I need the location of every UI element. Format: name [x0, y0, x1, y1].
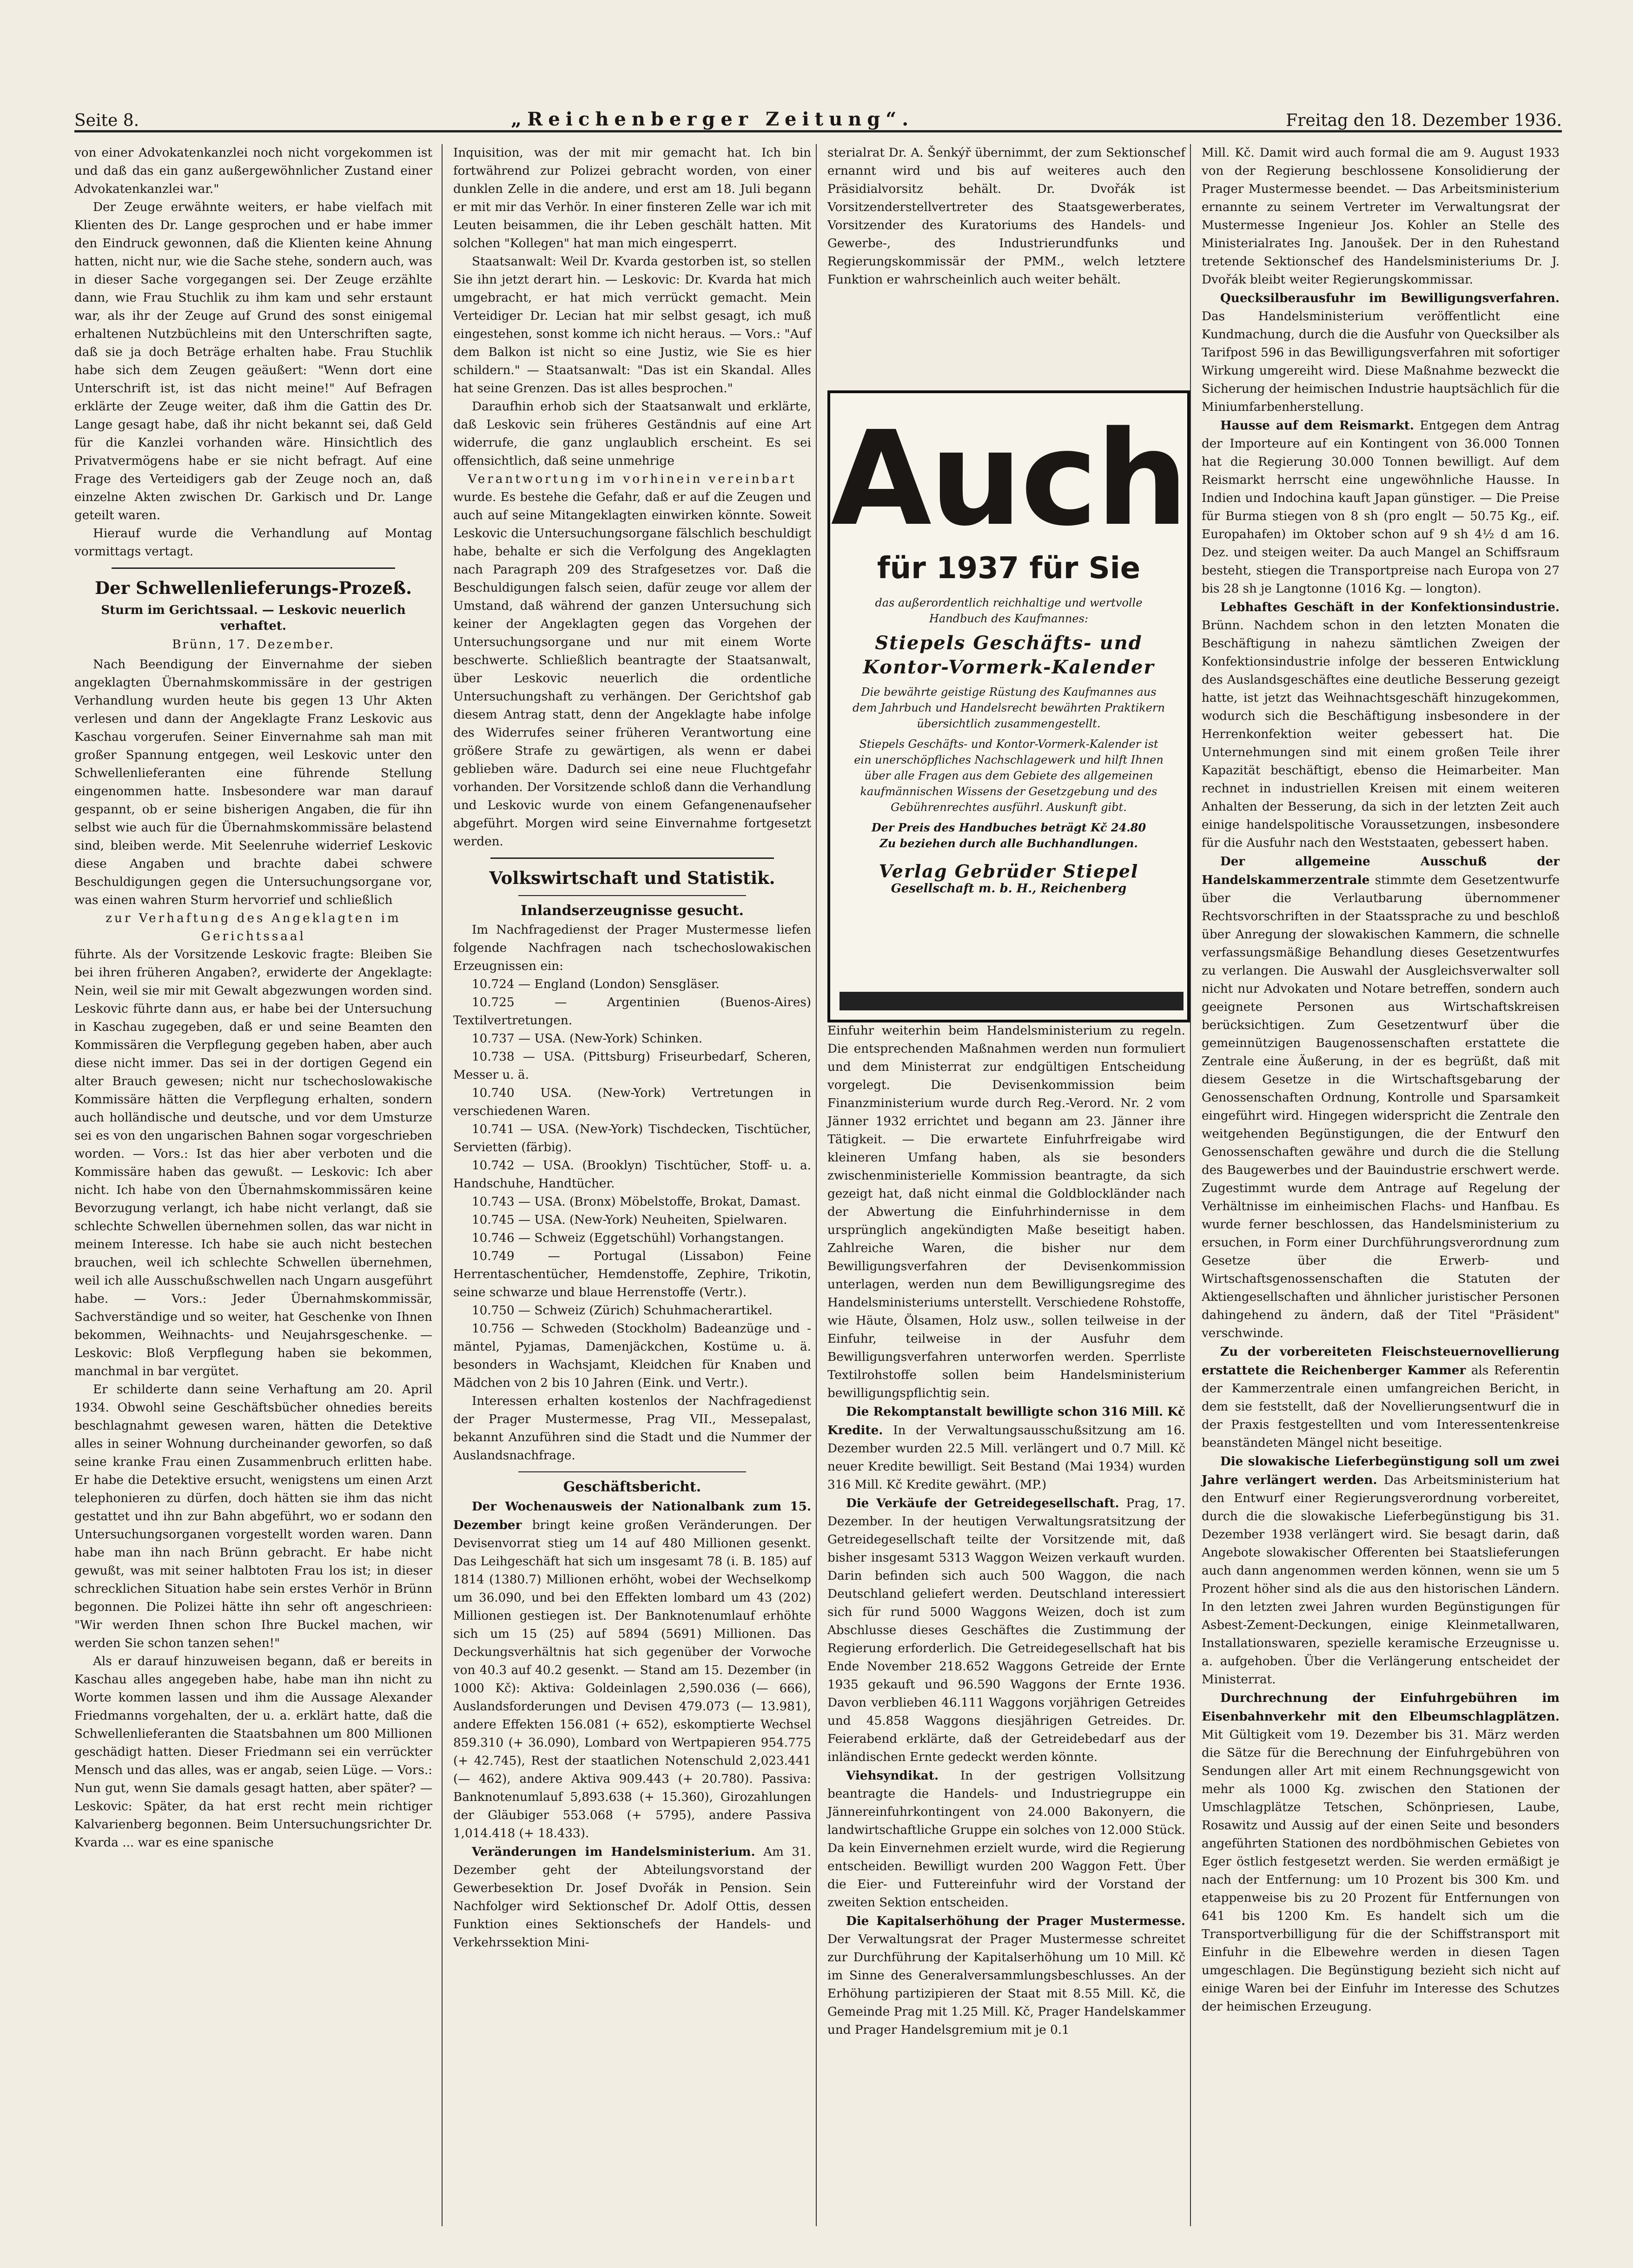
list-item: 10.746 — Schweiz (Eggetschühl) Vorhangstangen.	[472, 1231, 784, 1245]
article-lead: Durchrechnung der Einfuhrgebühren im Eisenbahnverkehr mit den Elbeumschlagplätzen.	[1202, 1691, 1560, 1724]
paragraph: Im Nachfragedienst der Prager Mustermesse liefen folgende Nachfragen nach tschechoslowakischen Erzeugnissen ein:	[453, 923, 811, 973]
list-item: 10.725 — Argentinien (Buenos-Aires) Textilvertretungen.	[453, 996, 811, 1028]
paragraph: Er schilderte dann seine Verhaftung am 20. April 1934. Obwohl seine Geschäftsbücher ohnedies bereits beschlagnahmt gewesen waren, hätten die Detektive alles in seiner Wohnung durcheinander geworfen, so daß seine kranke Frau einen Zusammenbruch erlitten habe. Er habe die Detektive ersucht, wenigstens um einen Arzt telephonieren zu dürfen, doch hätten sie ihm das nicht gestattet und ihn zur Bahn abgeführt, wo er sodann den Untersuchungsorganen vorgestellt worden waren. Dann habe man ihn nach Brünn gebracht. Er habe nicht gewußt, was mit seiner halbtoten Frau los ist; in dieser schrecklichen Situation habe sein erstes Verhör in Brünn begonnen. Die Polizei hätte ihn sehr oft angeschrieen: "Wir werden Ihnen schon Ihre Buckel machen, wir werden Sie schon tanzen sehen!"	[74, 1383, 432, 1650]
list-item: 10.749 — Portugal (Lissabon) Feine Herrentaschentücher, Hemdenstoffe, Zephire, Trikotin, seine schwarze und blaue Herrenstoffe (Vertr.).	[453, 1249, 811, 1299]
ad-product-title: Stiepels Geschäfts- und Kontor-Vormerk-Kalender	[863, 632, 1155, 678]
paragraph: Hierauf wurde die Verhandlung auf Montag vormittags vertagt.	[74, 527, 432, 559]
ad-price: Der Preis des Handbuches beträgt Kč 24.80	[871, 821, 1146, 834]
list-item: 10.738 — USA. (Pittsburg) Friseurbedarf, Scheren, Messer u. ä.	[453, 1050, 811, 1082]
ad-subheadline: für 1937 für Sie	[877, 551, 1141, 586]
paragraph: sterialrat Dr. A. Šenkýř übernimmt, der zum Sektionschef ernannt wird und bis auf weiteres auch den Präsidialvorsitz behält. Dr. Dvořák ist Vorsitzenderstellvertreter des Staatsgewerberates, Vorsitzender des Kuratoriums des Handels- und Gewerbe-, des Industrierundfunks und Regierungskommissär der PMM., welch letztere Funktion er wahrscheinlich auch weiter behält.	[827, 146, 1185, 287]
paragraph: Mill. Kč. Damit wird auch formal die am 9. August 1933 von der Regierung beschlossene Konsolidierung der Prager Mustermesse beendet. — Das Arbeitsministerium ernannte zu seinem Vertreter im Verwaltungsrat der Mustermesse Ingenieur Jos. Kohler an Stelle des Ministerialrates Ing. Janoušek. Der in den Ruhestand tretende Sektionschef des Handelsministeriums Dr. J. Dvořák bleibt weiter Regierungskommissar.	[1202, 146, 1560, 287]
ad-text: Stiepels Geschäfts- und Kontor-Vormerk-Kalender ist ein unerschöpfliches Nachschlagewerk und hilft Ihnen über alle Fragen aus dem Gebiete des allgemeinen kaufmännischen Wissens der Gesetzgebung und des Gebührenrechtes ausführl. Auskunft gibt.	[854, 738, 1164, 814]
paragraph: Als er darauf hinzuweisen begann, daß er bereits in Kaschau alles angegeben habe, habe man ihn nicht zu Worte kommen lassen und ihm die Aussage Alexander Friedmanns vorgehalten, der u. a. erklärt hatte, daß die Schwellenlieferanten die Staatsbahnen um 800 Millionen geschädigt hatten. Dieser Friedmann sei ein verrückter Mensch und das alles, was er angab, seien Lüge. — Vors.: Nun gut, wenn Sie damals gesagt hatten, aber später? — Leskovic: Später, da hat erst recht mein richtiger Kalvarienberg begonnen. Beim Untersuchungsrichter Dr. Kvarda ... war es eine spanische	[74, 1655, 432, 1850]
paragraph	[827, 1767, 1185, 1912]
paragraph: Der Zeuge erwähnte weiters, er habe vielfach mit Klienten des Dr. Lange gesprochen und er habe immer den Eindruck gewonnen, daß die Klienten keine Ahnung hatten, nicht nur, wie die Sache stehe, sondern auch, was in dieser Sache vorgegangen sei. Der Zeuge erzählte dann, wie Frau Stuchlik zu ihm kam und sehr erstaunt war, als ihr der Zeuge auf Grund des sonst einigemal erhaltenen Nutzbüchleins mit den Unterschriften sagte, daß sie ja doch Beträge erhalten habe. Frau Stuchlik habe sich dem Zeugen geäußert: "Wenn dort eine Unterschrift ist, ist das nicht meine!" Auf Befragen erklärte der Zeuge weiter, daß ihm die Gattin des Dr. Lange gesagt habe, daß ihr nicht bekannt sei, daß Geld für die Kanzlei vorhanden wäre. Hinsichtlich des Privatvermögens habe er sie nicht befragt. Auf eine Frage des Verteidigers gab der Zeuge noch an, daß einzelne Akten zwischen Dr. Garkisch und Dr. Lange geteilt waren.	[74, 200, 432, 522]
paragraph	[1202, 852, 1560, 1343]
list-item: 10.741 — USA. (New-York) Tischdecken, Tischtücher, Servietten (färbig).	[453, 1122, 811, 1154]
emphasis-line: Verantwortung im vorhinein vereinbart	[468, 472, 797, 486]
paragraph	[1202, 1452, 1560, 1689]
paragraph	[453, 1843, 811, 1952]
paragraph: Inquisition, was der mit mir gemacht hat. Ich bin fortwährend zur Polizei gebracht worden, von einer dunklen Zelle in die andere, und erst am 18. Juli begann er mit mir das Verhör. In einer finsteren Zelle war ich mit Leuten beisammen, die ihr Leben geschält hatten. Mit solchen "Kollegen" hat man mich eingesperrt.	[453, 146, 811, 251]
paragraph	[1202, 416, 1560, 598]
article-lead: Der allgemeine Ausschuß der Handelskammerzentrale	[1202, 854, 1560, 887]
ad-text: das außerordentlich reichhaltige und wertvolle Handbuch des Kaufmannes:	[875, 596, 1143, 625]
ad-text: Zu beziehen durch alle Buchhandlungen.	[879, 837, 1138, 850]
paragraph: Nach Beendigung der Einvernahme der sieben angeklagten Übernahmskommissäre in der gestrigen Verhandlung wurden heute bis gegen 13 Uhr Akten verlesen und dann der Angeklagte Franz Leskovic aus Kaschau vorgerufen. Seiner Einvernahme sah man mit großer Spannung entgegen, weil Leskovic unter den Schwellenlieferanten eine führende Stellung eingenommen hatte. Insbesondere war man darauf gespannt, ob er seine bisherigen Angaben, die für ihn selbst wie auch für die Übernahmskommissäre belastend sind, bleiben werde. Mit Seelenruhe widerrief Leskovic diese Angaben und brachte dabei schwere Beschuldigungen gegen die Untersuchungsorgane vor, was einen wahren Sturm hervorrief und schließlich	[74, 658, 432, 907]
article-body: als Referentin der Kammerzentrale einen umfangreichen Bericht, in dem sie feststellt, daß der Novellierungsentwurf die in der Praxis festgestellten und vom Interessentenkreise beanständeten Mängel nicht beseitige.	[1202, 1364, 1560, 1450]
dateline: Brünn, 17. Dezember.	[172, 638, 335, 652]
article-subtitle: Sturm im Gerichtssaal. — Leskovic neuerlich verhaftet.	[101, 603, 406, 633]
paragraph: führte. Als der Vorsitzende Leskovic fragte: Bleiben Sie bei ihren früheren Angaben?, erwiderte der Angeklagte: Nein, weil sie mir mit Gewalt abgezwungen worden sind. Leskovic führte dann aus, er habe bei der Untersuchung in Kaschau zugegeben, daß er und seine Beamten den Kommissären die Verpflegung gegeben haben, aber auch diese nicht immer. Das sei in der dortigen Gegend ein alter Brauch gewesen; nicht nur tschechoslowakische Kommissäre hätten die Verpflegung erhalten, sondern auch holländische und deutsche, und vor dem Umsturze sei es von den ungarischen Bahnen sogar vorgeschrieben worden. — Vors.: Ist das hier aber verboten und die Kommissäre haben das gewußt. — Leskovic: Ich aber nicht. Ich habe von den Übernahmskommissären keine Bevorzugung verlangt, ich habe nicht verlangt, daß sie schlechte Schwellen übernehmen sollen, das war nicht in meinem Interesse. Ich habe sie auch nicht bestechen brauchen, weil ich schlechte Schwellen übernehmen, weil ich alle Ausschußschwellen nach Ungarn ausgeführt habe. — Vors.: Jeder Übernahmskommissär, Sachverständige und so weiter, hat Geschenke von Ihnen bekommen, Weihnachts- und Neujahrsgeschenke. — Leskovic: Bloß Verpflegung haben sie bekommen, manchmal in bar vergütet.	[74, 948, 432, 1378]
article-body: In der Verwaltungsausschußsitzung am 16. Dezember wurden 22.5 Mill. verlängert und 0.7 Mill. Kč neuer Kredite bewilligt. Seit Bestand (Mai 1934) wurden 316 Mill. Kč Kredite gewährt. (MP.)	[827, 1424, 1185, 1492]
article-body: Mit Gültigkeit vom 19. Dezember bis 31. März werden die Sätze für die Berechnung der Einfuhrgebühren von Sendungen aller Art mit einem Rechnungsgewicht von mehr als 1000 Kg. zwischen den Stationen der Umschlagplätze Tetschen, Schönpriesen, Laube, Rosawitz und Aussig auf der einen Seite und besonders angeführten Stationen des nordböhmischen Gebietes von Eger östlich festgesetzt werden. Sie werden ermäßigt je nach der Entfernung: um 10 Prozent bis 300 Km. und etappenweise bis zu 20 Prozent für Entfernungen von 641 bis 1200 Km. Es handelt sich um die Transportverbilligung für die der Schiffstransport mit Einfuhr in die Elbewehre werden in diesen Tagen umgeschlagen. Die Begünstigung bezieht sich nicht auf einige Waren bei der Einfuhr im Interesse des Schutzes der heimischen Erzeugung.	[1202, 1728, 1560, 2014]
paragraph	[1202, 1343, 1560, 1452]
article-lead: Die Kapitalserhöhung der Prager Mustermesse.	[846, 1914, 1185, 1928]
list-item: 10.742 — USA. (Brooklyn) Tischtücher, Stoff- u. a. Handschuhe, Handtücher.	[453, 1159, 811, 1191]
article-lead: Zu der vorbereiteten Fleischsteuernovellierung erstattete die Reichenberger Kammer	[1202, 1345, 1560, 1378]
emphasis-line: zur Verhaftung des Angeklagten im Gerichtssaal	[106, 911, 401, 943]
article-title: Inlandserzeugnisse gesucht.	[521, 903, 744, 919]
article-body: Am 31. Dezember geht der Abteilungsvorstand der Gewerbesektion Dr. Josef Dvořák in Pension. Sein Nachfolger wird Sektionschef Dr. Adolf Ottis, dessen Funktion eines Sektionschefs der Handels- und Verkehrssektion Mini-	[453, 1845, 812, 1950]
column-1	[74, 144, 432, 1852]
article-lead: Hausse auf dem Reismarkt.	[1220, 418, 1414, 433]
paragraph: Staatsanwalt: Weil Dr. Kvarda gestorben ist, so stellen Sie ihn jetzt derart hin. — Leskovic: Dr. Kvarda hat mich umgebracht, er hat mich verrückt gemacht. Mein Verteidiger Dr. Lecian hat mir selbst gesagt, ich muß eingestehen, sonst komme ich nicht heraus. — Vors.: "Auf dem Balkon ist nicht so eine Justiz, wie Sie es hier schildern." — Staatsanwalt: "Das ist ein Skandal. Alles hat seine Grenzen. Das ist alles besprochen."	[453, 255, 811, 396]
article-body: Das Arbeitsministerium hat den Entwurf einer Regierungsverordnung vorbereitet, durch die die slowakische Lieferbegünstigung bis 31. Dezember 1938 verlängert wird. Sie besagt darin, daß Angebote slowakischer Offerenten bei Staatslieferungen auch dann angenommen werden können, wenn sie um 5 Prozent höher sind als die aus den historischen Ländern. In den letzten zwei Jahren wurden Begünstigungen für Asbest-Zement-Deckungen, einige Kleinmetallwaren, Installationswaren, spezielle keramische Erzeugnisse u. a. aufgehoben. Über die Verlängerung entscheidet der Ministerrat.	[1202, 1473, 1560, 1687]
section-title: Volkswirtschaft und Statistik.	[489, 868, 775, 888]
advertisement	[827, 390, 1190, 1022]
paragraph	[1202, 598, 1560, 852]
ad-text: Die bewährte geistige Rüstung des Kaufmannes aus dem Jahrbuch und Handelsrecht bewährten Praktikern übersichtlich zusammengestellt.	[853, 686, 1165, 730]
column-rule	[1190, 144, 1191, 2226]
page-header	[74, 93, 1562, 132]
paragraph: Interessen erhalten kostenlos der Nachfragedienst der Prager Mustermesse, Prag VII., Messepalast, bekannt Anzuführen sind die Stadt und die Nummer der Auslandsnachfrage.	[453, 1394, 811, 1463]
divider	[112, 567, 395, 569]
list-item: 10.745 — USA. (New-York) Neuheiten, Spielwaren.	[472, 1213, 787, 1227]
ad-publisher: Verlag Gebrüder Stiepel	[879, 861, 1139, 882]
divider	[490, 857, 774, 859]
article-lead: Die Verkäufe der Getreidegesellschaft.	[846, 1496, 1119, 1510]
article-lead: Viehsyndikat.	[846, 1768, 939, 1783]
paragraph: Daraufhin erhob sich der Staatsanwalt und erklärte, daß Leskovic sein früheres Geständnis auf eine Art widerrufe, die ganz unglaublich erscheint. Es sei offensichtlich, daß seine unmehrige	[453, 400, 811, 468]
paragraph	[453, 1497, 811, 1843]
list-item: 10.724 — England (London) Sensgläser.	[472, 977, 720, 991]
article-title: Der Schwellenlieferungs-Prozeß.	[94, 578, 412, 598]
paragraph	[1202, 289, 1560, 416]
issue-date: Freitag den 18. Dezember 1936.	[1286, 111, 1562, 130]
ad-publisher-detail: Gesellschaft m. b. H., Reichenberg	[891, 882, 1127, 896]
paragraph: von einer Advokatenkanzlei noch nicht vorgekommen ist und daß das ein ganz außergewöhnlicher Zustand einer Advokatenkanzlei war."	[74, 146, 432, 196]
article-lead: Die slowakische Lieferbegünstigung soll um zwei Jahre verlängert werden.	[1202, 1454, 1560, 1487]
article-body: bringt keine großen Veränderungen. Der Devisenvorrat stieg um 14 auf 480 Millionen gesenkt. Das Leihgeschäft hat sich um insgesamt 78 (i. B. 185) auf 1814 (1380.7) Millionen erhöht, wobei der Wechselkomp um 36.090, und bei den Effekten lombard um 43 (202) Millionen gestiegen ist. Der Banknotenumlauf erhöhte sich um 15 (25) auf 5894 (5691) Millionen. Das Deckungsverhältnis hat sich gegenüber der Vorwoche von 40.3 auf 40.2 gesenkt. — Stand am 15. Dezember (in 1000 Kč): Aktiva: Goldeinlagen 2,590.036 (— 666), Auslandsforderungen und Devisen 479.073 (— 13.981), andere Effekten 156.081 (+ 652), eskomptierte Wechsel 859.310 (+ 36.090), Lombard von Wertpapieren 954.775 (+ 42.745), Rest der staatlichen Notenschuld 2,023.441 (— 462), andere Aktiva 909.443 (+ 20.780). Passiva: Banknotenumlauf 5,893.638 (+ 15.360), Girozahlungen der Gläubiger 553.068 (+ 5795), andere Passiva 1,014.418 (+ 18.433).	[453, 1518, 812, 1840]
article-lead: Lebhaftes Geschäft in der Konfektionsindustrie.	[1220, 600, 1560, 614]
article-lead: Die Rekomptanstalt bewilligte schon 316 Mill. Kč Kredite.	[827, 1404, 1185, 1437]
column-4	[1202, 144, 1560, 2016]
article-lead: Veränderungen im Handelsministerium.	[472, 1845, 755, 1859]
article-body: Das Handelsministerium veröffentlicht eine Kundmachung, durch die die Ausfuhr von Quecksilber als Tarifpost 596 in das Bewilligungsverfahren mit sofortiger Wirkung umgereiht wird. Diese Maßnahme bezweckt die Sicherung der heimischen Industrie hauptsächlich für die Miniumfarbenherstellung.	[1202, 310, 1560, 414]
paragraph	[827, 1912, 1185, 2039]
divider	[518, 895, 746, 896]
article-body: In der gestrigen Vollsitzung beantragte die Handels- und Industriegruppe ein Jännereinfuhrkontingent von 24.000 Bakonyern, die landwirtschaftliche Gruppe ein solches von 12.000 Stück. Da kein Einvernehmen erzielt wurde, wird die Regierung entscheiden. Bewilligt wurden 200 Waggon Fett. Über die Eier- und Futtereinfuhr wird der Vorstand der zweiten Sektion entscheiden.	[827, 1769, 1185, 1910]
column-2	[453, 144, 811, 1952]
section-title: Geschäftsbericht.	[563, 1479, 701, 1495]
article-body: Einfuhr weiterhin beim Handelsministerium zu regeln. Die entsprechenden Maßnahmen werden nun formuliert und dem Ministerrat zur endgültigen Entscheidung vorgelegt. Die Devisenkommission beim Finanzministerium wurde durch Reg.-Verord. Nr. 2 vom Jänner 1932 errichtet und begann am 23. Jänner ihre Tätigkeit. — Die erwartete Einfuhrfreigabe wird kleineren Umfang haben, als sie besonders zwischenministerielle Kommission beantragte, da sich gezeigt hat, daß nicht einmal die Goldblockländer nach der Abwertung die Einfuhrhindernisse in dem ursprünglich angekündigten Maße beseitigt haben. Zahlreiche Waren, die bisher nur dem Bewilligungsverfahren der Devisenkommission unterlagen, werden nun dem Bewilligungsregime des Handelsministeriums unterstellt. Verschiedene Rohstoffe, wie Häute, Ölsamen, Holz usw., sollen teilweise in der Einfuhr, teilweise in der Ausfuhr dem Bewilligungsverfahren unterworfen werden. Sperrliste Textilrohstoffe sollen beim Handelsministerium bewilligungspflichtig sein.	[827, 1024, 1185, 1400]
column-rule	[442, 144, 443, 2226]
article-body: Entgegen dem Antrag der Importeure auf ein Kontingent von 36.000 Tonnen hat die Regierung 30.000 Tonnen bewilligt. Auf dem Reismarkt herrscht eine ungewöhnliche Hausse. In Indien und Indochina kauft Japan günstiger. — Die Preise für Burma stiegen von 8 sh (pro englt — 50.75 Kg., eif. Europahafen) im Oktober schon auf 9 sh 4½ d am 16. Dez. und steigen weiter. Da auch Mangel an Schiffsraum besteht, stiegen die Transportpreise nach Europa von 27 bis 28 sh je Langtonne (1016 Kg. — longton).	[1202, 419, 1560, 596]
article-body: Brünn. Nachdem schon in den letzten Monaten die Beschäftigung in nahezu sämtlichen Zweigen der Konfektionsindustrie infolge der besseren Entwicklung des Auslandsgeschäftes eine deutliche Besserung gezeigt hatte, ist jetzt das Weihnachtsgeschäft hinzugekommen, wodurch sich die Beschäftigung insbesondere in der Herrenkonfektion weiter gebessert hat. Die Unternehmungen sind mit einem großen Teile ihrer Kapazität beschäftigt, ebenso die Heimarbeiter. Man rechnet in industriellen Kreisen mit einem weiteren Anhalten der Besserung, da sich in der letzten Zeit auch einige handelspolitische Voraussetzungen, insbesondere für die Ausfuhr nach den Weststaaten, gebessert haben.	[1202, 619, 1560, 850]
list-item: 10.743 — USA. (Bronx) Möbelstoffe, Brokat, Damast.	[472, 1195, 801, 1209]
paragraph	[827, 1403, 1185, 1494]
article-lead: Der Wochenausweis der Nationalbank zum 15. Dezember	[453, 1499, 811, 1532]
article-body: Der Verwaltungsrat der Prager Mustermesse schreitet zur Durchführung der Kapitalserhöhung um 10 Mill. Kč im Sinne des Generalversammlungsbeschlusses. An der Erhöhung partizipieren der Staat mit 8.55 Mill. Kč, die Gemeinde Prag mit 1.25 Mill. Kč, Prager Handelskammer und Prager Handelsgremium mit je 0.1	[827, 1932, 1185, 2037]
page-number: Seite 8.	[74, 111, 139, 130]
paragraph	[1202, 1689, 1560, 2016]
newspaper-page	[74, 93, 1562, 2240]
list-item: 10.750 — Schweiz (Zürich) Schuhmacherartikel.	[472, 1304, 773, 1318]
list-item: 10.756 — Schweden (Stockholm) Badeanzüge und -mäntel, Pyjamas, Damenjäckchen, Kostüme u. ä. besonders in Wachsjamt, Kleidchen für Knaben und Mädchen von 2 bis 10 Jahren (Eink. und Vertr.).	[453, 1322, 811, 1390]
ad-headline: Auch	[831, 403, 1187, 555]
list-item: 10.740 USA. (New-York) Vertretungen in verschiedenen Waren.	[453, 1086, 811, 1118]
newspaper-title: „Reichenberger Zeitung“.	[511, 108, 914, 130]
ad-bar	[840, 992, 1183, 1010]
paragraph: wurde. Es bestehe die Gefahr, daß er auf die Zeugen und auch auf seine Mitangeklagten einwirken könnte. Soweit Leskovic die Untersuchungsorgane fälschlich beschuldigt habe, behalte er sich die Verfolgung des Angeklagten nach Paragraph 209 des Strafgesetzes vor. Daß die Beschuldigungen falsch seien, dafür zeuge vor allem der Umstand, daß während der ganzen Untersuchung sich keiner der Angeklagten gegen das Vorgehen der Untersuchungsorgane und nur mit einem Worte beschwerte. Schließlich beantragte der Staatsanwalt, über Leskovic neuerlich die ordentliche Untersuchungshaft zu verhängen. Der Gerichtshof gab diesem Antrag statt, denn der Angeklagte habe infolge des Widerrufes seiner früheren Verantwortung eine größere Strafe zu gewärtigen, als wenn er dabei geblieben wäre. Dadurch sei eine neue Fluchtgefahr vorhanden. Der Vorsitzende schloß dann die Verhandlung und Leskovic wurde von einem Gefangenenaufseher abgeführt. Morgen wird seine Einvernahme fortgesetzt werden.	[453, 490, 811, 849]
column-rule	[816, 144, 817, 2226]
divider	[518, 1471, 746, 1472]
paragraph	[827, 1494, 1185, 1767]
list-item: 10.737 — USA. (New-York) Schinken.	[472, 1032, 703, 1046]
article-body: stimmte dem Gesetzentwurfe über die Verlautbarung übernommener Rechtsvorschriften in der Staatssprache zu und beschloß über Anregung der slowakischen Kammern, die schnelle verfassungsmäßige Behandlung dieses Gesetzentwurfes zu verlangen. Die Auswahl der Ausgleichsverwalter soll nicht nur Advokaten und Notare betreffen, sondern auch geeignete Personen aus Wirtschaftskreisen berücksichtigen. Zum Gesetzentwurf über die gemeinnützigen Baugenossenschaften erstattete die Zentrale eine Äußerung, in der es begrüßt, daß mit diesem Gesetze in die Wirtschaftsgebarung der Genossenschaften Ordnung, Kontrolle und Sparsamkeit eingeführt wird. Hingegen widerspricht die Zentrale den weitgehenden Begünstigungen, die der Entwurf den Genossenschaften gewähre und durch die die Stellung des Baugewerbes und der Bauindustrie erschwert werde. Zugestimmt wurde dem Antrage auf Regelung der Verhältnisse im einheimischen Flachs- und Hanfbau. Es wurde ferner beschlossen, das Handelsministerium zu ersuchen, in Form einer Durchführungsverordnung zum Gesetze über die Erwerb- und Wirtschaftsgenossenschaften die Statuten der Aktiengesellschaften und ähnlicher juristischer Personen dahingehend zu ändern, daß der Titel "Präsident" verschwinde.	[1202, 873, 1560, 1340]
article-body: Prag, 17. Dezember. In der heutigen Verwaltungsratsitzung der Getreidegesellschaft teilte der Vorsitzende mit, daß bisher insgesamt 5313 Waggon Weizen verkauft wurden. Darin befinden sich auch 500 Waggon, die nach Deutschland geliefert werden. Deutschland interessiert sich für rund 5000 Waggons Weizen, doch ist zum Abschlusse dieses Geschäftes die Zustimmung der Regierung erforderlich. Die Getreidegesellschaft hat bis Ende November 218.652 Waggons Getreide der Ernte 1935 gekauft und 96.590 Waggons der Ernte 1936. Davon verblieben 46.111 Waggons vorjährigen Getreides und 45.858 Waggons diesjährigen Getreides. Dr. Feierabend erklärte, daß der Getreidebedarf aus der inländischen Ernte gedeckt werden könnte.	[827, 1497, 1186, 1764]
article-lead: Quecksilberausfuhr im Bewilligungsverfahren.	[1220, 291, 1560, 305]
